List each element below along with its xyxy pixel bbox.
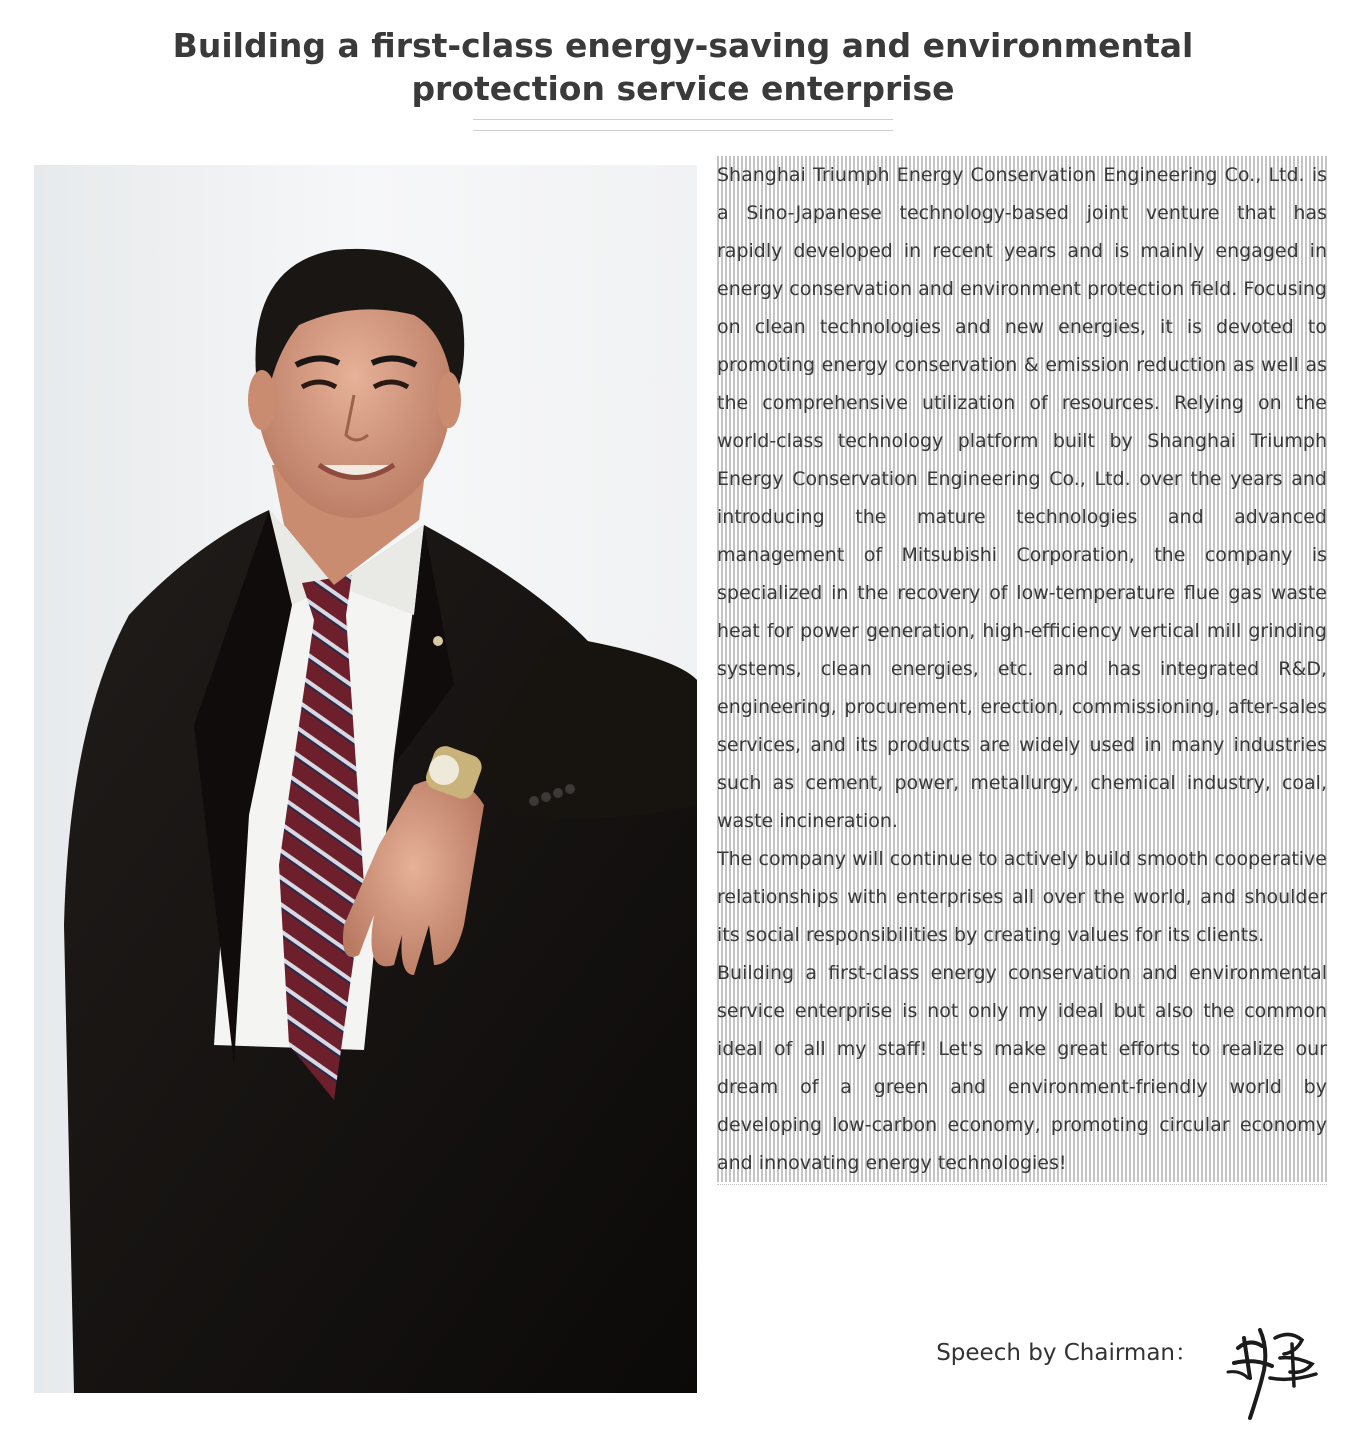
signature-block [900, 1308, 1330, 1428]
title-divider-top [473, 119, 893, 120]
title-divider-bottom [473, 130, 893, 131]
page-title: Building a first-class energy-saving and environmental protection service enterprise [172, 26, 1194, 108]
signature-label: Speech by Chairman： [936, 1340, 1198, 1366]
article-end-divider [717, 1184, 1327, 1185]
handwritten-signature-icon [1220, 1308, 1330, 1423]
speech-paragraph: The company will continue to actively build smooth cooperative relationships with enterprises all over the world, and shoulder its social responsibilities by creating values for its clients. [717, 840, 1327, 954]
speech-paragraph: Building a first-class energy conservation and environmental service enterprise is not only my ideal but also the common ideal of all my staff! Let's make great efforts to realize our dream of a green and environment-friendly world by developing low-carbon economy, promoting circular economy and innovating energy technologies! [717, 954, 1327, 1182]
chairman-photo [34, 165, 697, 1393]
speech-paragraph: Shanghai Triumph Energy Conservation Engineering Co., Ltd. is a Sino-Japanese technology-based joint venture that has rapidly developed in recent years and is mainly engaged in energy conservation and environment protection field. Focusing on clean technologies and new energies, it is devoted to promoting energy conservation & emission reduction as well as the comprehensive utilization of resources. Relying on the world-class technology platform built by Shanghai Triumph Energy Conservation Engineering Co., Ltd. over the years and introducing the mature technologies and advanced management of Mitsubishi Corporation, the company is specialized in the recovery of low-temperature flue gas waste heat for power generation, high-efficiency vertical mill grinding systems, clean energies, etc. and has integrated R&D, engineering, procurement, erection, commissioning, after-sales services, and its products are widely used in many industries such as cement, power, metallurgy, chemical industry, coal, waste incineration. [717, 156, 1327, 840]
speech-article [717, 156, 1327, 1185]
chairman-portrait-icon [34, 165, 697, 1393]
